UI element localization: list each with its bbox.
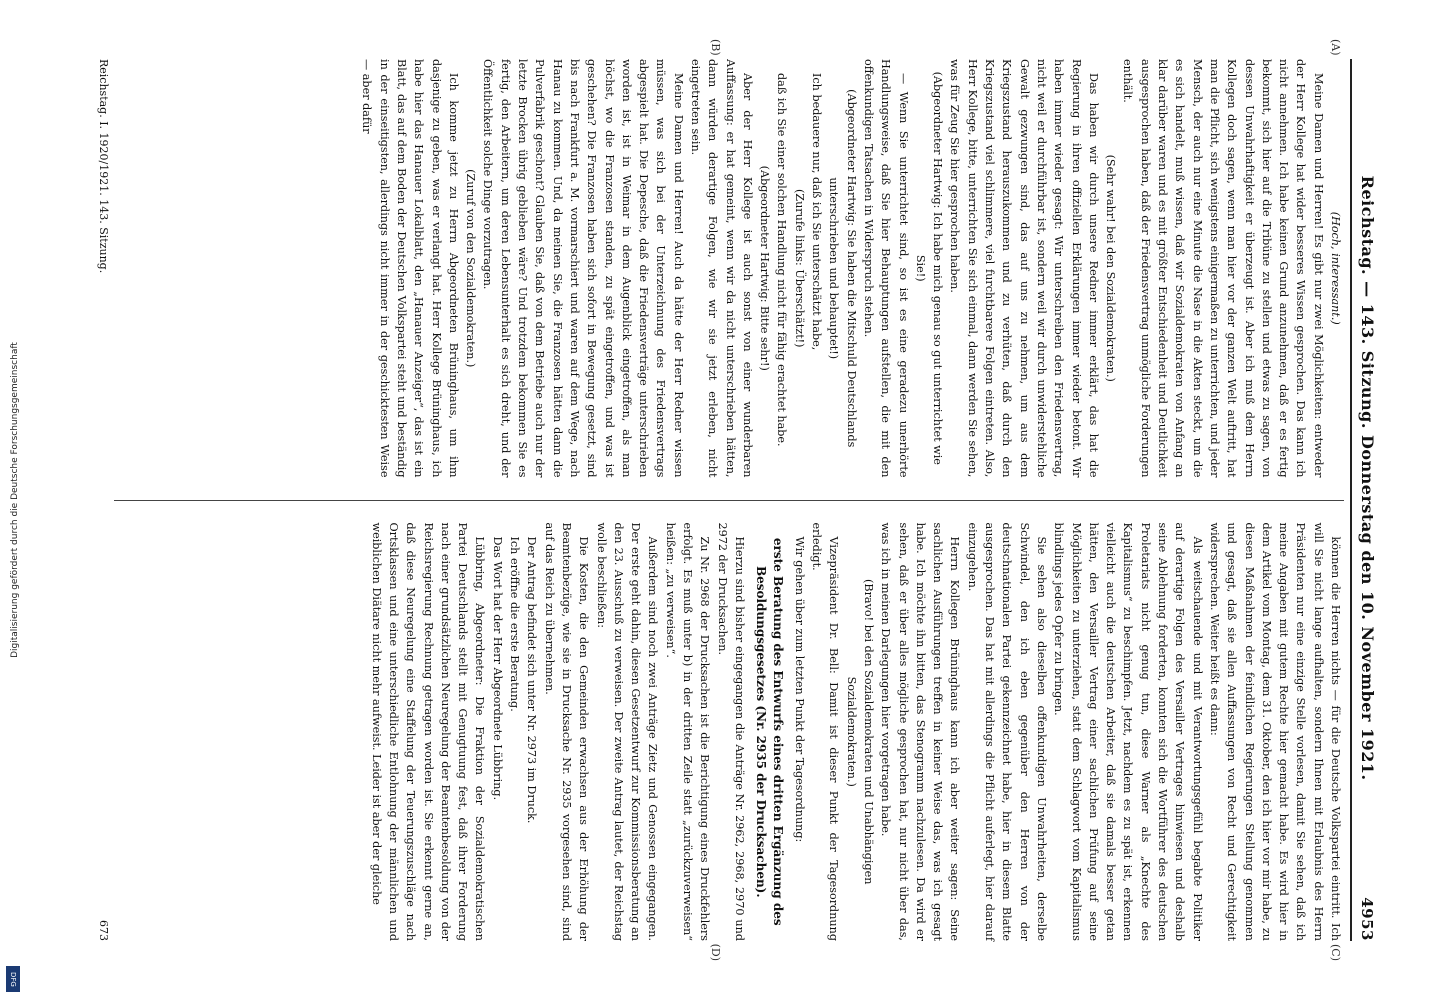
- page-footer: [97, 59, 110, 941]
- paragraph: können die Herren nichts — für die Deutsche Volkspartei eintritt. Ich will Sie nicht lange aufhalten, sondern Ihnen mit Erlaubnis des Herrn Präsidenten nur eine einzige Stelle vorlesen, damit Sie sehen, daß ich meine Angaben mit gutem Rechte hier gemacht habe. Es wird hier in dem Artikel vom Montag, dem 31. Oktober, den ich hier vor mir habe, zu diesen Maßnahmen der feindlichen Regierungen Stellung genommen und gesagt, daß sie allen Auffassungen von Recht und Gerechtigkeit widersprechen. Weiter heißt es dann:: [1207, 522, 1342, 941]
- dfg-logo: DFG: [6, 966, 20, 992]
- column-divider: [114, 500, 1344, 501]
- page-number: 4953: [1358, 897, 1376, 941]
- margin-marker-d: (D): [709, 943, 722, 961]
- paragraph: Das Wort hat der Herr Abgeordnete Lübbring.: [490, 536, 504, 801]
- paragraph: daß ich Sie einer solchen Handlung nicht für fähig erachtet habe.: [775, 73, 789, 447]
- text-columns: [114, 39, 1344, 961]
- paragraph: erste Beratung des Entwurfs eines dritten Ergänzung des Besoldungsgesetzes (Nr. 2935 der Drucksachen).: [754, 537, 786, 926]
- margin-marker-c: (C): [1329, 944, 1342, 961]
- paragraph: Herrn Kollegen Brüninghaus kann ich aber weiter sagen: Seine sachlichen Ausführungen treffen in keiner Weise das, was ich gesagt habe. Ich möchte ihn bitten, das Stenogramm nachzulesen. Da wird er sehen, daß er über alles mögliche gesprochen hat, nur nicht über das, was ich in meinen Darlegungen hier vorgetragen habe.: [879, 522, 962, 941]
- margin-marker-a: (A): [1329, 39, 1342, 56]
- digitization-note: [8, 0, 22, 1000]
- paragraph: Das haben wir durch unsere Redner immer erklärt, das hat die Regierung in ihren offiziellen Erklärungen immer wieder betont. Wir haben immer wieder gesagt: Wir unterschreiben den Friedensvertrag, nicht weil er durchführbar ist, sondern weil wir durch unwiderstehliche Gewalt gezwungen sind, das auf uns zu nehmen, um aus dem Kriegszustand herauszukommen und zu verhüten, daß durch den Kriegszustand viel schlimmere, viel furchtbarere Folgen eintreten. Also, Herr Kollege, bitte, unterrichten Sie sich einmal, dann werden Sie sehen, was für Zeug Sie hier gesprochen haben.: [948, 59, 1100, 478]
- paragraph: Ich eröffne die erste Beratung.: [508, 536, 522, 712]
- paragraph: Hierzu sind bisher eingegangen die Anträge Nr. 2962, 2968, 2970 und 2972 der Drucksachen.: [715, 522, 746, 941]
- paragraph: (Sehr wahr! bei den Sozialdemokraten.): [1104, 154, 1118, 382]
- paragraph: Die Kosten, die den Gemeinden erwachsen aus der Erhöhung der Beamtenbezüge, wie sie in Drucksache Nr. 2935 vorgesehen sind, sind auf das Reich zu übernehmen.: [542, 522, 591, 941]
- margin-marker-b: (B): [709, 39, 722, 56]
- paragraph: Ich bedauere nur, daß ich Sie unterschätzt habe,: [810, 73, 824, 351]
- paragraph: (Bravo! bei den Sozialdemokraten und Unabhängigen Sozialdemokraten.): [844, 579, 875, 885]
- paragraph: (Zurufe links: Überschätzt!): [792, 188, 806, 348]
- paragraph: Aber der Herr Kollege ist auch sonst von einer wunderbaren Auffassung: er hat gemeint, wenn wir da nicht unterschrieben hätten, dann würden derartige Folgen, wie wir sie jetzt erleben, nicht eingetreten sein.: [689, 59, 754, 478]
- paragraph: Sie sehen also dieselben offenkundigen Unwahrheiten, derselbe Schwindel, den ich eben gegenüber den Herren von der deutschnationalen Partei gekennzeichnet habe, hier in diesem Blatte ausgesprochen. Das hat mit allerdings die Pflicht auferlegt, hier darauf einzugehen.: [965, 522, 1048, 941]
- paragraph: Meine Damen und Herren! Es gibt nur zwei Möglichkeiten: entweder der Herr Kollege hat wider besseres Wissen gesprochen. Das kann ich nicht annehmen. Ich habe keinen Grund anzunehmen, daß er es fertig bekommt, sich hier auf die Tribüne zu stellen und etwas zu sagen, von dessen Unwahrhaftigkeit er überzeugt ist. Aber ich muß dem Herrn Kollegen doch sagen, wenn man hier vor der ganzen Welt auftritt, hat man die Pflicht, sich wenigstens einigermaßen zu unterrichten, und jeder Mensch, der auch nur eine Minute die Nase in die Akten steckt, um die es sich handelt, muß wissen, daß wir Sozialdemokraten von Anfang an klar darüber waren und es mit größter Entschiedenheit und Deutlichkeit ausgesprochen haben, daß der Friedensvertrag unmögliche Forderungen enthält.: [1121, 59, 1325, 478]
- paragraph: (Abgeordneter Hartwig: Bitte sehr!): [758, 165, 772, 371]
- digitization-note-text: Digitalisierung gefördert durch die Deutsche Forschungsgemeinschaft: [10, 342, 21, 658]
- paragraph: Ich komme jetzt zu Herrn Abgeordneten Brüninghaus, um ihm dasjenige zu geben, was er verlangt hat. Herr Kollege Brüninghaus, ich habe hier das Hanauer Lokalblatt, den „Hanauer Anzeiger“, das ist ein Blatt, das auf dem Boden der Deutschen Volkspartei steht und beständig in der einseitigsten, allerdings nicht immer in der geschicktesten Weise — aber dafür: [360, 59, 460, 478]
- page-header: [1350, 59, 1377, 941]
- paragraph: Wir gehen über zum letzten Punkt der Tagesordnung:: [792, 536, 806, 843]
- footer-left: Reichstag. I. 1920/1921. 143. Sitzung.: [97, 59, 110, 274]
- paragraph: Der Antrag befindet sich unter Nr. 2973 im Druck.: [525, 536, 539, 824]
- paragraph: Zu Nr. 2968 der Drucksachen ist die Berichtigung eines Druckfehlers erfolgt. Es muß unter b) in der dritten Zeile statt „zurückzuverweisen“ heißen: „zu verweisen“.: [663, 522, 712, 941]
- footer-page: 673: [97, 920, 110, 941]
- paragraph: Meine Damen und Herren! Auch da hätte der Herr Redner wissen müssen, was sich bei der Unterzeichnung des Friedensvertrags abgespielt hat. Die Depesche, daß die Friedensverträge unterschrieben worden ist, ist in Weimar in dem Augenblick eingetroffen, als man höchst, wo die Franzosen standen, zu spät eingetroffen, und was ist geschehen? Die Franzosen haben sich sofort in Bewegung gesetzt, sind bis nach Frankfurt a. M. vormarschiert und waren auf dem Wege, nach Hanau zu kommen. Und, da meinen Sie, die Franzosen hätten dann die Pulverfabrik geschont? Glauben Sie, daß von dem Betriebe auch nur der letzte Brocken übrig geblieben wäre? Und trotzdem bekommen Sie es fertig, den Arbeitern, um deren Lebensunterhalt es sich dreht, und der Öffentlichkeit solche Dinge vorzutragen.: [481, 59, 685, 478]
- scanned-page: [39, 35, 1395, 965]
- paragraph: (Zuruf von den Sozialdemokraten.): [464, 169, 478, 368]
- paragraph: Lübbring, Abgeordneter: Die Fraktion der Sozialdemokratischen Partei Deutschlands stellt mit Genugtuung fest, daß ihrer Forderung nach einer grundsätzlichen Neuregelung der Beamtenbesoldung von der Reichsregierung Rechnung getragen worden ist. Sie erkennt gerne an, daß diese Neuregelung eine Staffelung der Teuerungszuschläge nach Ortsklassen und eine unterschiedliche Entlohnung der männlichen und weiblichen Diätare nicht mehr aufweist. Leider ist aber der gleiche: [369, 522, 487, 941]
- paragraph: Außerdem sind noch zwei Anträge Zietz und Genossen eingegangen. Der erste geht dahin, diesen Gesetzentwurf zur Kommissionsberatung an den 23. Ausschuß zu verweisen. Der zweite Antrag lautet, der Reichstag wolle beschließen:: [594, 522, 660, 941]
- paragraph: (Abgeordneter Hartwig: Ich habe mich genau so gut unterrichtet wie Sie!): [913, 71, 945, 465]
- paragraph: (Abgeordneter Hartwig: Sie haben die Mitschuld Deutschlands unterschrieben und behauptet!): [827, 89, 858, 448]
- paragraph: Vizepräsident Dr. Bell: Damit ist dieser Punkt der Tagesordnung erledigt.: [810, 522, 841, 941]
- column-right: [114, 522, 1344, 961]
- paragraph: — Wenn Sie unterrichtet sind, so ist es eine geradezu unerhörte Handlungsweise, daß Sie hier Behauptungen aufstellen, die mit den offenkundigen Tatsachen in Widerspruch stehen.: [861, 59, 910, 478]
- paragraph: (Hoch, interessant.): [1329, 211, 1342, 325]
- paragraph: Als weitschauende und mit Verantwortungsgefühl begabte Politiker auf derartige Folgen des Versailler Vertrages hinwiesen und deshalb seine Ablehnung forderten, konnten sich die Wortführer des deutschen Proletariats nicht genug tun, diese Warner als „Knechte des Kapitalismus“ zu beschimpfen. Jetzt, nachdem es zu spät ist, erkennen vielleicht auch die deutschen Arbeiter, daß sie damals besser getan hätten, den Versailler Vertrag einer sachlichen Prüfung auf seine Möglichkeiten zu unterziehen, statt dem Schlagwort vom Kapitalismus blindlings jedes Opfer zu bringen.: [1052, 522, 1204, 941]
- header-title: Reichstag. — 143. Sitzung. Donnerstag den 10. November 1921.: [1358, 175, 1377, 781]
- column-left: [114, 39, 1344, 478]
